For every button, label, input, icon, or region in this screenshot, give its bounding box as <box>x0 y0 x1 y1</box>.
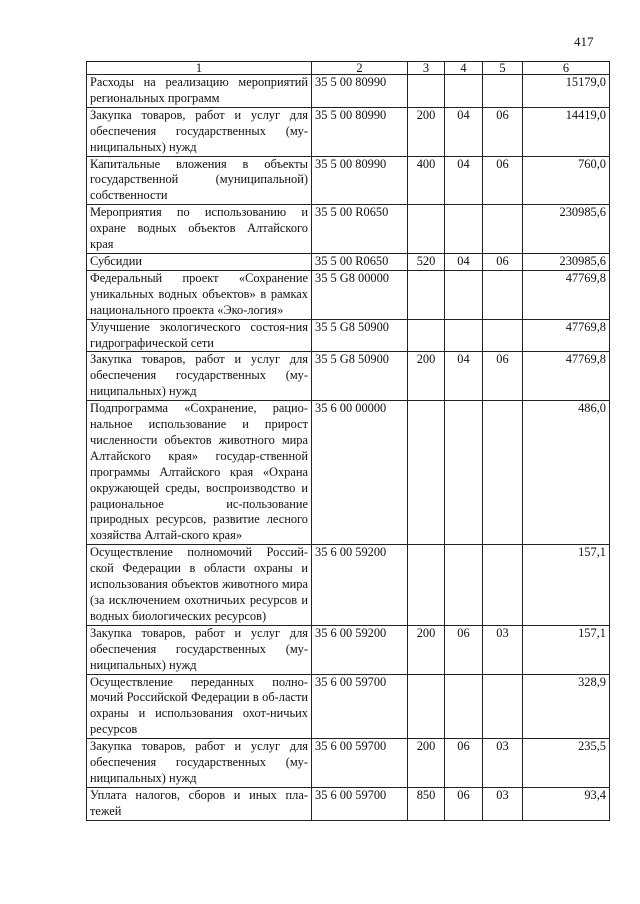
row-amount: 15179,0 <box>523 75 610 108</box>
table-row <box>87 75 610 108</box>
row-col4 <box>445 545 483 626</box>
row-col5 <box>483 545 523 626</box>
row-name: Мероприятия по использованию и охране водных объектов Алтайского края <box>87 205 312 254</box>
row-amount: 230985,6 <box>523 205 610 254</box>
row-col4: 06 <box>445 625 483 674</box>
row-code: 35 5 G8 50900 <box>312 319 408 352</box>
row-col5 <box>483 205 523 254</box>
table-row <box>87 625 610 674</box>
row-code: 35 5 00 80990 <box>312 75 408 108</box>
table-row <box>87 739 610 788</box>
table-row <box>87 156 610 205</box>
row-col5 <box>483 401 523 545</box>
table-row <box>87 107 610 156</box>
row-col5: 03 <box>483 625 523 674</box>
table-row <box>87 319 610 352</box>
row-amount: 14419,0 <box>523 107 610 156</box>
table-row <box>87 401 610 545</box>
row-code: 35 6 00 59200 <box>312 545 408 626</box>
row-name: Закупка товаров, работ и услуг для обеспечения государственных (му-ниципальных) нужд <box>87 352 312 401</box>
row-name: Подпрограмма «Сохранение, рацио-нальное использование и прирост численности объектов животного мира Алтайского края» государ-ственной программы Алтайского края «Охрана окружающей среды, воспроизводство и рациональное ис-пользование природных ресурсов, развитие лесного хозяйства Алтай-ского края» <box>87 401 312 545</box>
row-col3: 200 <box>408 739 445 788</box>
table-row <box>87 674 610 739</box>
row-name: Федеральный проект «Сохранение уникальных водных объектов» в рамках национального проекта «Эко-логия» <box>87 270 312 319</box>
row-code: 35 5 00 R0650 <box>312 253 408 270</box>
row-col3 <box>408 205 445 254</box>
page-number: 417 <box>574 34 594 49</box>
row-col4: 04 <box>445 156 483 205</box>
row-name: Субсидии <box>87 253 312 270</box>
row-col4 <box>445 319 483 352</box>
row-amount: 157,1 <box>523 545 610 626</box>
row-amount: 47769,8 <box>523 270 610 319</box>
row-col4 <box>445 401 483 545</box>
table-row <box>87 545 610 626</box>
row-amount: 235,5 <box>523 739 610 788</box>
row-col3 <box>408 319 445 352</box>
row-col3: 200 <box>408 352 445 401</box>
table-row <box>87 205 610 254</box>
column-header-5: 5 <box>483 62 523 75</box>
row-col5: 06 <box>483 107 523 156</box>
row-col3: 850 <box>408 787 445 820</box>
row-col3: 200 <box>408 107 445 156</box>
row-amount: 47769,8 <box>523 319 610 352</box>
column-header-6: 6 <box>523 62 610 75</box>
table-row <box>87 270 610 319</box>
row-name: Улучшение экологического состоя-ния гидрографической сети <box>87 319 312 352</box>
row-col3 <box>408 674 445 739</box>
row-col5 <box>483 270 523 319</box>
row-col3: 400 <box>408 156 445 205</box>
column-header-1: 1 <box>87 62 312 75</box>
row-col5: 06 <box>483 352 523 401</box>
row-col5: 06 <box>483 253 523 270</box>
column-header-3: 3 <box>408 62 445 75</box>
row-name: Закупка товаров, работ и услуг для обеспечения государственных (му-ниципальных) нужд <box>87 107 312 156</box>
row-col4 <box>445 270 483 319</box>
row-col4 <box>445 205 483 254</box>
row-col5 <box>483 75 523 108</box>
table-row <box>87 787 610 820</box>
row-col4: 06 <box>445 739 483 788</box>
row-code: 35 6 00 59700 <box>312 739 408 788</box>
row-col4: 04 <box>445 352 483 401</box>
row-amount: 157,1 <box>523 625 610 674</box>
row-col4: 06 <box>445 787 483 820</box>
row-col3: 200 <box>408 625 445 674</box>
table-row <box>87 253 610 270</box>
row-code: 35 5 G8 00000 <box>312 270 408 319</box>
row-amount: 47769,8 <box>523 352 610 401</box>
budget-table <box>86 61 610 821</box>
row-col3 <box>408 545 445 626</box>
row-code: 35 6 00 59700 <box>312 674 408 739</box>
row-col3 <box>408 270 445 319</box>
row-col5: 06 <box>483 156 523 205</box>
row-name: Уплата налогов, сборов и иных пла-тежей <box>87 787 312 820</box>
row-code: 35 5 00 80990 <box>312 107 408 156</box>
row-col4: 04 <box>445 107 483 156</box>
row-code: 35 5 G8 50900 <box>312 352 408 401</box>
column-header-4: 4 <box>445 62 483 75</box>
row-name: Осуществление переданных полно-мочий Российской Федерации в об-ласти охраны и использования охот-ничьих ресурсов <box>87 674 312 739</box>
row-col3 <box>408 401 445 545</box>
row-amount: 93,4 <box>523 787 610 820</box>
row-col5 <box>483 674 523 739</box>
row-col5: 03 <box>483 739 523 788</box>
row-code: 35 6 00 59200 <box>312 625 408 674</box>
row-code: 35 5 00 80990 <box>312 156 408 205</box>
row-name: Капитальные вложения в объекты государственной (муниципальной) собственности <box>87 156 312 205</box>
table-header-row <box>87 62 610 75</box>
row-amount: 486,0 <box>523 401 610 545</box>
row-col5: 03 <box>483 787 523 820</box>
row-name: Осуществление полномочий Россий-ской Федерации в области охраны и использования объектов животного мира (за исключением охотничьих ресурсов и водных биологических ресурсов) <box>87 545 312 626</box>
row-col4: 04 <box>445 253 483 270</box>
row-name: Расходы на реализацию мероприятий региональных программ <box>87 75 312 108</box>
column-header-2: 2 <box>312 62 408 75</box>
row-amount: 760,0 <box>523 156 610 205</box>
table-row <box>87 352 610 401</box>
row-col4 <box>445 674 483 739</box>
row-amount: 230985,6 <box>523 253 610 270</box>
row-col3 <box>408 75 445 108</box>
row-code: 35 6 00 00000 <box>312 401 408 545</box>
row-col3: 520 <box>408 253 445 270</box>
row-col5 <box>483 319 523 352</box>
row-col4 <box>445 75 483 108</box>
row-name: Закупка товаров, работ и услуг для обеспечения государственных (му-ниципальных) нужд <box>87 739 312 788</box>
row-code: 35 6 00 59700 <box>312 787 408 820</box>
row-code: 35 5 00 R0650 <box>312 205 408 254</box>
row-amount: 328,9 <box>523 674 610 739</box>
row-name: Закупка товаров, работ и услуг для обеспечения государственных (му-ниципальных) нужд <box>87 625 312 674</box>
